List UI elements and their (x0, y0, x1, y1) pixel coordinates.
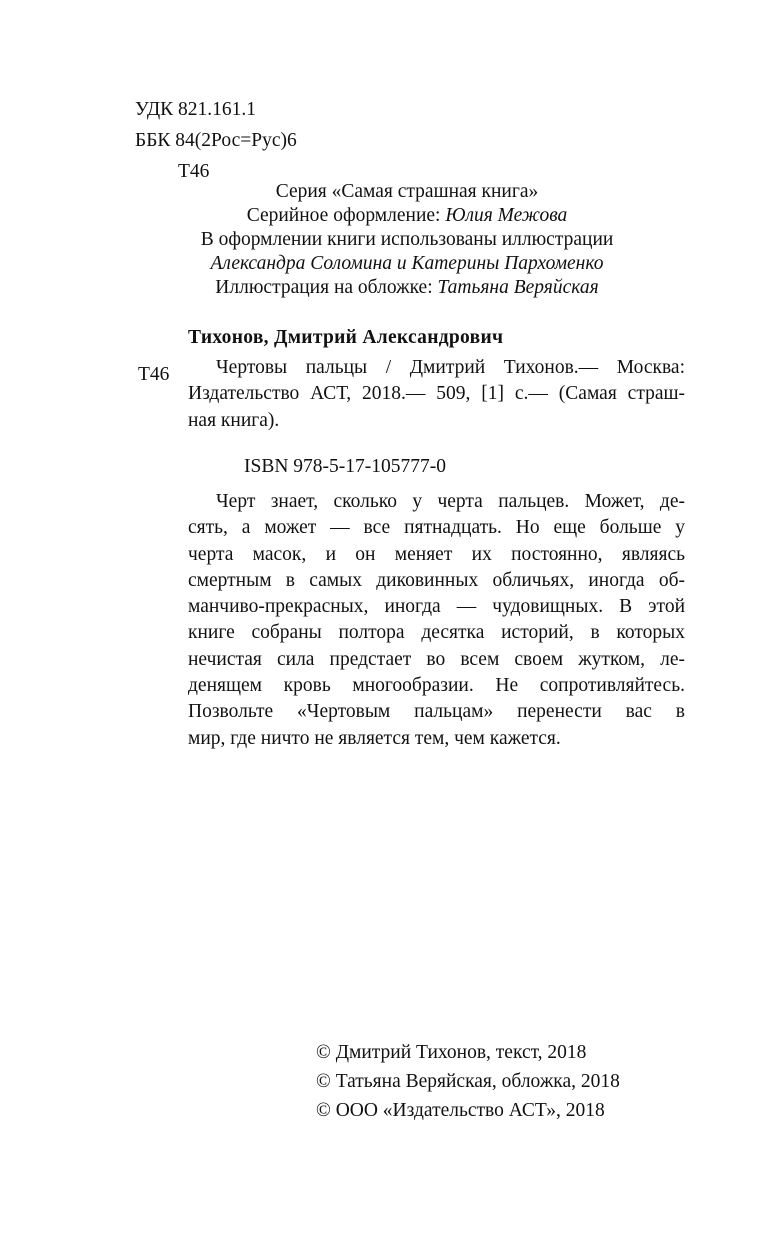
author-mark-side: Т46 (138, 364, 170, 385)
description-line: черта масок, и он меняет их постоянно, являясь (188, 543, 685, 565)
entry-line: Чертовы пальцы / Дмитрий Тихонов.— Москва: (216, 357, 685, 378)
description-line: мир, где ничто не является тем, чем кажется. (188, 727, 561, 749)
description-line: манчиво-прекрасных, иногда — чудовищных. В этой (188, 596, 685, 618)
isbn: ISBN 978-5-17-105777-0 (244, 456, 447, 477)
description-line: Черт знает, сколько у черта пальцев. Может, де- (216, 491, 685, 512)
design-name: Юлия Межова (445, 205, 568, 226)
copyright-cover: © Татьяна Веряйская, обложка, 2018 (316, 1071, 620, 1092)
entry-line: Издательство АСТ, 2018.— 509, [1] с.— (Самая страш- (188, 383, 685, 405)
author-heading: Тихонов, Дмитрий Александрович (188, 327, 504, 348)
author-mark-top: Т46 (178, 161, 210, 182)
cover-label: Иллюстрация на обложке: (215, 277, 438, 298)
description-line: денящем кровь многообразии. Не сопротивляйтесь. (188, 675, 685, 697)
illustrations-line: В оформлении книги использованы иллюстрации (200, 229, 614, 250)
copyright-publisher: © ООО «Издательство АСТ», 2018 (316, 1100, 605, 1121)
description-line: смертным в самых диковинных обличьях, иногда об- (188, 569, 685, 591)
description-line: Позвольте «Чертовым пальцам» перенести вас в (188, 701, 685, 723)
description-line: нечистая сила предстает во всем своем жутком, ле- (188, 648, 685, 670)
bibliographic-entry (188, 355, 685, 434)
udk-code: УДК 821.161.1 (135, 99, 257, 120)
cover-credit (120, 277, 694, 299)
description-line: сять, а может — все пятнадцать. Но еще больше у (188, 517, 685, 539)
design-label: Серийное оформление: (246, 205, 446, 226)
description-line: книге собраны полтора десятка историй, в которых (188, 622, 685, 644)
series-line: Серия «Самая страшная книга» (275, 181, 539, 202)
description-paragraph (188, 489, 685, 752)
copyright-text: © Дмитрий Тихонов, текст, 2018 (316, 1042, 587, 1063)
illustrators-line: Александра Соломина и Катерины Пархоменко (210, 253, 604, 274)
bbk-code: ББК 84(2Рос=Рус)6 (135, 130, 297, 151)
design-credit (120, 205, 694, 227)
entry-line: ная книга). (188, 409, 280, 431)
cover-name: Татьяна Веряйская (437, 277, 599, 298)
